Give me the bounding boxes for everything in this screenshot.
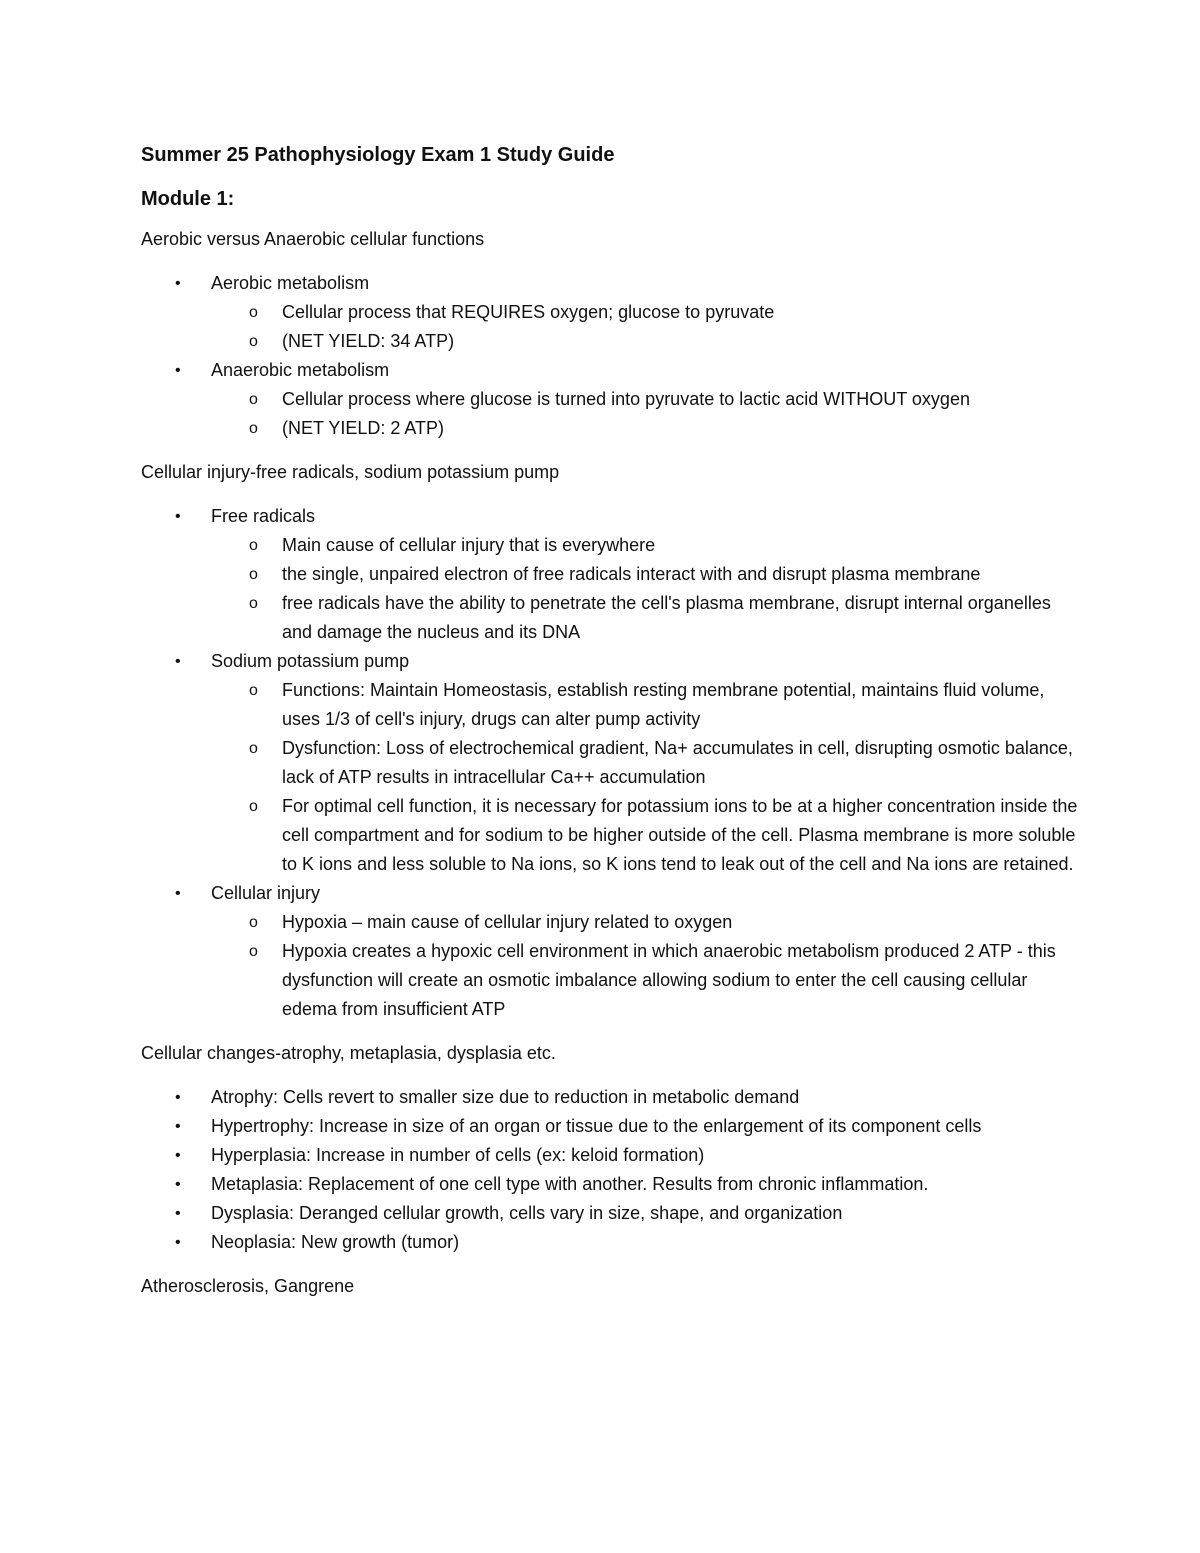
- sub-bullet-list: [211, 385, 1081, 443]
- sub-list-item-text: (NET YIELD: 2 ATP): [282, 418, 445, 438]
- sub-bullet-list: [211, 908, 1081, 1024]
- sub-list-item: [211, 327, 1081, 356]
- list-item-text: Free radicals: [211, 506, 316, 526]
- sub-bullet-list: [211, 298, 1081, 356]
- sub-list-item-text: For optimal cell function, it is necessary for potassium ions to be at a higher concentration inside the cell compartment and for sodium to be higher outside of the cell. Plasma membrane is more soluble to K ions and less soluble to Na ions, so K ions tend to leak out of the cell and Na ions are retained.: [282, 796, 1078, 874]
- sub-list-item-text: Cellular process where glucose is turned into pyruvate to lactic acid WITHOUT oxygen: [282, 389, 970, 409]
- sub-list-item: [211, 937, 1081, 1024]
- sub-list-item-text: Functions: Maintain Homeostasis, establish resting membrane potential, maintains fluid volume, uses 1/3 of cell's injury, drugs can alter pump activity: [282, 680, 1045, 729]
- list-item: [141, 879, 1081, 1024]
- sub-list-item-text: Hypoxia creates a hypoxic cell environment in which anaerobic metabolism produced 2 ATP - this dysfunction will create an osmotic imbalance allowing sodium to enter the cell causing cellular edema from insufficient ATP: [282, 941, 1056, 1019]
- section-heading: Cellular changes-atrophy, metaplasia, dysplasia etc.: [141, 1043, 556, 1063]
- bullet-icon: •: [175, 508, 181, 525]
- bullet-icon: •: [175, 1205, 181, 1222]
- sub-list-item: [211, 676, 1081, 734]
- list-item-text: Anaerobic metabolism: [211, 360, 390, 380]
- sub-bullet-icon: o: [249, 798, 258, 815]
- list-item: [141, 1170, 1081, 1199]
- bullet-icon: •: [175, 1234, 181, 1251]
- list-item-text: Cellular injury: [211, 883, 321, 903]
- list-item-text: Hyperplasia: Increase in number of cells (ex: keloid formation): [211, 1145, 705, 1165]
- sub-list-item: [211, 298, 1081, 327]
- section-heading: Atherosclerosis, Gangrene: [141, 1276, 355, 1296]
- sub-bullet-icon: o: [249, 595, 258, 612]
- section-heading: Cellular injury-free radicals, sodium potassium pump: [141, 462, 560, 482]
- list-item-text: Neoplasia: New growth (tumor): [211, 1232, 460, 1252]
- list-item-text: Hypertrophy: Increase in size of an organ or tissue due to the enlargement of its component cells: [211, 1116, 982, 1136]
- sub-list-item: [211, 560, 1081, 589]
- sub-list-item: [211, 531, 1081, 560]
- sub-list-item: [211, 385, 1081, 414]
- sub-bullet-list: [211, 676, 1081, 879]
- bullet-list: [141, 502, 1081, 1024]
- list-item: [141, 1228, 1081, 1257]
- list-item: [141, 269, 1081, 356]
- section-heading: Aerobic versus Anaerobic cellular functions: [141, 229, 485, 249]
- sub-list-item: [211, 589, 1081, 647]
- list-item-text: Dysplasia: Deranged cellular growth, cells vary in size, shape, and organization: [211, 1203, 843, 1223]
- sub-list-item: [211, 792, 1081, 879]
- sub-bullet-icon: o: [249, 943, 258, 960]
- bullet-icon: •: [175, 1176, 181, 1193]
- sub-list-item: [211, 734, 1081, 792]
- list-item-text: Sodium potassium pump: [211, 651, 410, 671]
- list-item-text: Atrophy: Cells revert to smaller size due to reduction in metabolic demand: [211, 1087, 800, 1107]
- document-title: Summer 25 Pathophysiology Exam 1 Study Guide: [141, 144, 615, 166]
- sub-bullet-icon: o: [249, 566, 258, 583]
- list-item: [141, 1141, 1081, 1170]
- bullet-list: [141, 269, 1081, 443]
- sub-list-item-text: Main cause of cellular injury that is everywhere: [282, 535, 656, 555]
- sub-list-item-text: Hypoxia – main cause of cellular injury related to oxygen: [282, 912, 733, 932]
- document-page: [141, 140, 1081, 1316]
- sub-list-item-text: Cellular process that REQUIRES oxygen; glucose to pyruvate: [282, 302, 775, 322]
- bullet-icon: •: [175, 1118, 181, 1135]
- list-item: [141, 647, 1081, 879]
- sub-list-item-text: (NET YIELD: 34 ATP): [282, 331, 455, 351]
- sub-bullet-icon: o: [249, 740, 258, 757]
- sub-bullet-icon: o: [249, 537, 258, 554]
- list-item: [141, 1112, 1081, 1141]
- list-item: [141, 356, 1081, 443]
- sub-list-item: [211, 908, 1081, 937]
- sub-list-item: [211, 414, 1081, 443]
- bullet-icon: •: [175, 1147, 181, 1164]
- sub-bullet-icon: o: [249, 304, 258, 321]
- module-heading: Module 1:: [141, 188, 235, 210]
- sections-container: [141, 225, 1081, 1301]
- list-item: [141, 1199, 1081, 1228]
- sub-list-item-text: the single, unpaired electron of free radicals interact with and disrupt plasma membrane: [282, 564, 981, 584]
- sub-bullet-icon: o: [249, 914, 258, 931]
- list-item-text: Metaplasia: Replacement of one cell type with another. Results from chronic inflammation.: [211, 1174, 929, 1194]
- bullet-icon: •: [175, 885, 181, 902]
- bullet-list: [141, 1083, 1081, 1257]
- sub-bullet-list: [211, 531, 1081, 647]
- list-item: [141, 502, 1081, 647]
- sub-bullet-icon: o: [249, 682, 258, 699]
- bullet-icon: •: [175, 1089, 181, 1106]
- sub-bullet-icon: o: [249, 333, 258, 350]
- list-item: [141, 1083, 1081, 1112]
- sub-list-item-text: Dysfunction: Loss of electrochemical gradient, Na+ accumulates in cell, disrupting osmotic balance, lack of ATP results in intracellular Ca++ accumulation: [282, 738, 1073, 787]
- bullet-icon: •: [175, 275, 181, 292]
- list-item-text: Aerobic metabolism: [211, 273, 370, 293]
- sub-list-item-text: free radicals have the ability to penetrate the cell's plasma membrane, disrupt internal organelles and damage the nucleus and its DNA: [282, 593, 1051, 642]
- bullet-icon: •: [175, 362, 181, 379]
- sub-bullet-icon: o: [249, 391, 258, 408]
- bullet-icon: •: [175, 653, 181, 670]
- sub-bullet-icon: o: [249, 420, 258, 437]
